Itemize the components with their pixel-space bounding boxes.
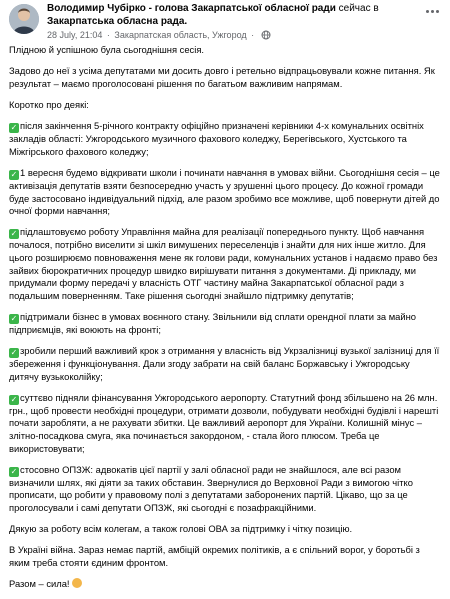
check-mark-icon: ✓ (10, 394, 18, 404)
post-body (9, 44, 441, 599)
place-link[interactable]: Закарпатська обласна рада. (47, 16, 188, 27)
list-item-text: 1 вересня будемо відкривати школи і починати навчання в умовах війни. Сьогоднішня сесія – це активізація депутатів взяти безпосередню участь у зрушенні цього процесу. До кожної громади буде застосовано індивідуальний підхід, але разом зробимо все можливе, щоб повернути дітей до очної форми навчання; (9, 166, 440, 217)
list-item-text: після закінчення 5-річного контракту офіційно призначені керівники 4-х комунальних освітніх закладів області: Ужгородського музичного фахового коледжу, Берегівського, Хустського та Міжгірського фахового коледжу; (9, 120, 424, 157)
flexed-biceps-icon (72, 578, 82, 588)
post-date[interactable]: 28 July, 21:04 (47, 30, 103, 40)
list-item-text: зробили перший важливий крок з отримання у власність від Укрзалізниці вузької залізниці для її збереження і функціонування. Дали згоду забрати на свій баланс Боржавську і Ужгородську дитячу вузькоколійку; (9, 345, 440, 382)
post-paragraph (9, 523, 441, 536)
post-list-item (9, 464, 441, 515)
post-subtitle (47, 29, 422, 41)
post-list-item (9, 345, 441, 383)
post-list-item (9, 226, 441, 302)
more-options-icon[interactable] (422, 4, 442, 18)
post-location[interactable]: Закарпатская область, Ужгород (114, 30, 247, 40)
list-item-text: суттєво підняли фінансування Ужгородського аеропорту. Статутний фонд збільшено на 26 млн. грн., щоб провести необхідні процедури, отримати дозволи, побудувати необхідні будівлі і нарешті почати заробляти, а не рахувати збитки. Це важливий аеропорт для України. Колишній мінус – злітно-посадкова смуга, яка починається закордоном, - стала його плюсом. Треба це використовувати; (9, 391, 439, 454)
post-paragraph (9, 99, 441, 112)
separator-dot: · (251, 30, 255, 40)
post-title-line (47, 2, 422, 28)
check-mark-icon: ✓ (10, 313, 18, 323)
post-header (0, 0, 450, 42)
post-meta (47, 2, 422, 41)
paragraph-text: Разом – сила! (9, 578, 70, 590)
paragraph-text: Плідною й успішною була сьогоднішня сесія. (9, 44, 205, 55)
check-mark-icon: ✓ (10, 169, 18, 179)
post-list-item (9, 167, 441, 218)
paragraph-text: Коротко про деякі: (9, 98, 89, 110)
author-name-link[interactable]: Володимир Чубірко - голова Закарпатської обласної ради (47, 3, 336, 14)
post-paragraph (9, 578, 441, 591)
post-paragraph (9, 544, 441, 569)
separator-dot: · (106, 30, 110, 40)
list-item-text: підтримали бізнес в умовах воєнного стану. Звільнили від сплати орендної плати за майно підприємців, які воюють на фронті; (9, 310, 416, 335)
check-mark-icon: ✓ (10, 123, 18, 133)
globe-icon (261, 30, 271, 40)
check-mark-icon: ✓ (10, 229, 18, 239)
paragraph-text: В Україні війна. Зараз немає партій, амбіцій окремих політиків, а є спільний ворог, у боротьбі з яким треба стояти єдиним фронтом. (9, 544, 420, 568)
check-mark-icon: ✓ (10, 466, 18, 476)
author-avatar[interactable] (9, 4, 39, 34)
post-list-item (9, 311, 441, 337)
paragraph-text: Дякую за роботу всім колегам, а також голові ОВА за підтримку і чітку позицію. (9, 523, 353, 535)
post-list-item (9, 392, 441, 455)
post-paragraph (9, 44, 441, 57)
paragraph-text: Задово до неї з усіма депутатами ми досить довго і ретельно відпрацьовували кожне питання. Як результат – маємо проголосовані рішення по багатьом важливим напрямам. (9, 65, 435, 89)
post-paragraph (9, 65, 441, 90)
post-list-item (9, 120, 441, 158)
list-item-text: підлаштовуємо роботу Управління майна для реалізації попереднього пункту. Щоб навчання почалося, потрібно виселити зі шкіл вимушених переселенців і знайти для них інше житло. Для цього розширюємо повноваження мене як голови ради, комунальних установ і надаємо право без зайвих бюрократичних процедур швидко вирішувати питання з документами. Ді прикладу, ми придумали форму передачі у власність ОТГ частину майна Закарпатської обласної ради з подальшим поверненням. Таке рішення сьогодні знайшло підтримку депутатів; (9, 226, 438, 301)
check-mark-icon: ✓ (10, 348, 18, 358)
status-prefix: сейчас в (338, 3, 379, 14)
list-item-text: стосовно ОПЗЖ: адвокатів цієї партії у залі обласної ради не знайшлося, але всі разом визначили шлях, які діяти за таких обставин. Звернулися до Верховної Ради з вимогою чітко прописати, що робити у правовому полі з депутатами заборонених партій. Цікаво, що за це проголосували і самі депутати ОПЗЖ, які сьогодні є позафракційними. (9, 463, 413, 513)
